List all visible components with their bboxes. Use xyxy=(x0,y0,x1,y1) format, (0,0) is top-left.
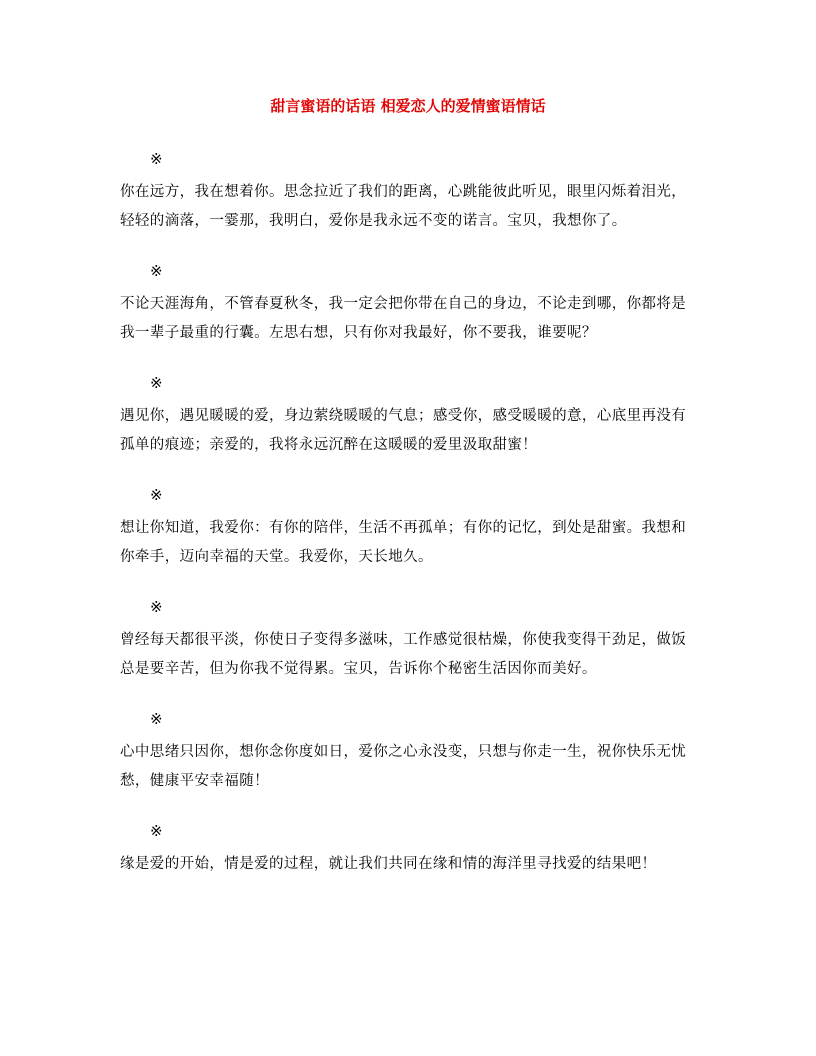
paragraph: 遇见你，遇见暖暖的爱，身边萦绕暖暖的气息；感受你，感受暖暖的意，心底里再没有孤单的痕迹；亲爱的，我将永远沉醉在这暖暖的爱里汲取甜蜜！ xyxy=(120,408,687,453)
paragraph: 心中思绪只因你，想你念你度如日，爱你之心永没变，只想与你走一生，祝你快乐无忧愁，健康平安幸福随！ xyxy=(120,744,687,789)
reference-mark-icon: ※ xyxy=(150,710,163,728)
paragraph: 想让你知道，我爱你：有你的陪伴，生活不再孤单；有你的记忆，到处是甜蜜。我想和你牵手，迈向幸福的天堂。我爱你，天长地久。 xyxy=(120,520,687,565)
paragraph: 缘是爱的开始，情是爱的过程，就让我们共同在缘和情的海洋里寻找爱的结果吧！ xyxy=(120,856,657,872)
reference-mark-icon: ※ xyxy=(150,598,163,616)
reference-mark-icon: ※ xyxy=(150,486,163,504)
page-title: 甜言蜜语的话语 相爱恋人的爱情蜜语情话 xyxy=(270,97,546,115)
reference-mark-icon: ※ xyxy=(150,262,163,280)
paragraph: 你在远方，我在想着你。思念拉近了我们的距离，心跳能彼此听见，眼里闪烁着泪光，轻轻的滴落，一霎那，我明白，爱你是我永远不变的诺言。宝贝，我想你了。 xyxy=(120,184,687,229)
reference-mark-icon: ※ xyxy=(150,822,163,840)
paragraph: 曾经每天都很平淡，你使日子变得多滋味，工作感觉很枯燥，你使我变得干劲足，做饭总是要辛苦，但为你我不觉得累。宝贝，告诉你个秘密生活因你而美好。 xyxy=(120,632,687,677)
reference-mark-icon: ※ xyxy=(150,150,163,168)
reference-mark-icon: ※ xyxy=(150,374,163,392)
paragraph: 不论天涯海角，不管春夏秋冬，我一定会把你带在自己的身边，不论走到哪，你都将是我一辈子最重的行囊。左思右想，只有你对我最好，你不要我，谁要呢？ xyxy=(120,296,687,341)
